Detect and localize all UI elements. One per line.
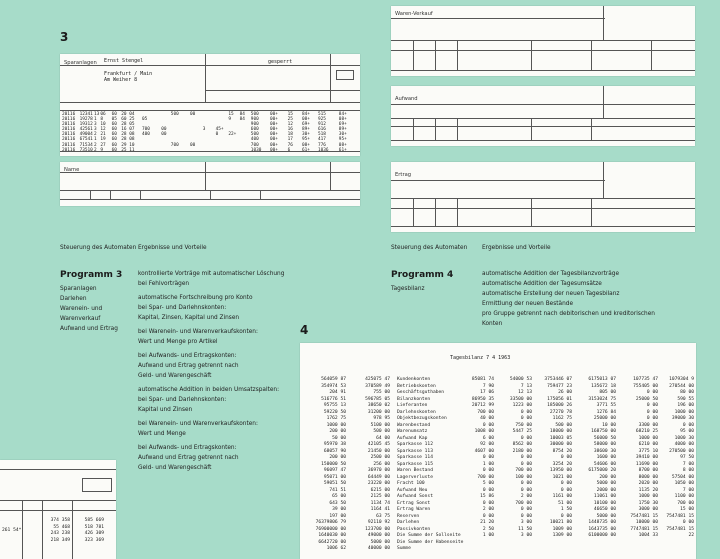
program-3-benefit-block xyxy=(138,269,308,289)
program-3-benefit-line: Aufwand und Ertrag getrennt nach xyxy=(138,363,239,369)
col-head-ergebnisse-left: Ergebnisse und Vorteile xyxy=(138,245,207,251)
ledger-cell: 12341 xyxy=(79,112,93,117)
ledger-cell: 28 xyxy=(121,122,127,128)
ledger-cell: 20116 xyxy=(62,117,76,123)
ledger-cell: 00+ xyxy=(270,117,278,123)
bilanz-header: Tagesbilanz 7 4 1963 xyxy=(450,355,511,361)
ledger-cell: 10 xyxy=(100,122,106,128)
program-4-benefit-block xyxy=(482,269,712,329)
ledger-cell: 04 xyxy=(129,112,135,117)
ledger-cell: 12 xyxy=(287,122,293,128)
account-card-blank: Name xyxy=(60,162,360,206)
program-4-benefits xyxy=(482,269,712,333)
ledger-cell: 500 xyxy=(250,132,259,138)
program-3-item: Warenein- und xyxy=(60,306,103,312)
ledger-cell: 700 xyxy=(170,142,179,148)
program-4-title: Programm 4 xyxy=(391,270,454,280)
ledger-cell: 20116 xyxy=(62,112,76,117)
ledger-cell: 08 xyxy=(129,137,135,143)
tagesbilanz-sheet xyxy=(300,343,696,559)
ledger-cell: 19312 xyxy=(79,122,93,128)
ledger-cell: 05 xyxy=(142,117,148,123)
card-label-waren: Waren-Verkauf xyxy=(395,11,433,17)
ledger-cell: 30+ xyxy=(302,132,310,138)
page-number-left: 3 xyxy=(60,30,69,44)
ledger-cell: 89+ xyxy=(302,127,310,133)
program-3-benefit-block xyxy=(138,443,308,473)
program-3-benefit-line: automatische Addition in beiden Umsatzspalten: xyxy=(138,387,280,393)
ledger-cell: 49004 xyxy=(79,132,93,138)
ledger-cell: 15 xyxy=(228,112,234,117)
ledger-cell: 67541 xyxy=(79,137,93,143)
ledger-cell: 20116 xyxy=(62,137,76,143)
ledger-cell: 10 xyxy=(129,142,135,148)
program-3-benefit-line: Geld- und Warengeschäft xyxy=(138,465,212,471)
bilanz-number-column: 3753446 07 759477 23 26 00 175056 01 185000 26 27270 78 1162 75 500 00 18000 00 10003 05 30000 00 8754 20 0 00 3254 20 13950 00 1021 00 0 00 0 00 1161 00 51 00 1 50 0 00 10021 80 1009 00 1309 00 xyxy=(544,377,572,538)
ledger-cell: 69+ xyxy=(338,122,347,128)
ledger-cell: 17 xyxy=(287,137,293,143)
ledger-cell: 19278 xyxy=(79,117,93,123)
ledger-cell: 60 xyxy=(121,117,127,123)
ledger-cell: 20116 xyxy=(62,122,76,128)
ledger-cell: 515 xyxy=(318,112,326,117)
ledger-cell: 00 xyxy=(190,112,196,117)
ledger-cell: 18 xyxy=(287,132,293,138)
ledger-cell: 400 xyxy=(142,132,150,138)
ledger-cell: 900 xyxy=(250,122,259,128)
ledger-cell: 2 xyxy=(94,142,97,148)
ledger-cell: 20116 xyxy=(62,147,76,153)
ledger-cell: 60 xyxy=(111,147,117,153)
ledger-cell: 05 xyxy=(129,122,135,128)
ledger-cell: 616 xyxy=(318,127,326,133)
ledger-cell: 08+ xyxy=(302,117,310,123)
ledger-cell: 13 xyxy=(94,112,100,117)
ledger-cell: 95+ xyxy=(338,137,347,143)
program-3-benefit-line: bei Spar- und Darlehnskonten: xyxy=(138,305,227,311)
ledger-cell: 3 xyxy=(202,127,206,133)
ledger-cell: 25 xyxy=(129,117,135,123)
ledger-cell: 776 xyxy=(318,142,326,148)
program-3-benefit-line: Wert und Menge pro Artikel xyxy=(138,339,218,345)
bilanz-number-column: 107735 47 755405 00 0 00 25000 50 0 00 0 00 0 00 3300 00 68210 25 1000 00 6210 00 3775 10 39410 00 11690 00 8700 00 8000 00 2020 00 1135 20 1000 00 1750 30 3000 00 7547481 15 10000 00 7747481 15 1004 33 xyxy=(630,377,658,538)
ledger-cell: 2 xyxy=(94,132,97,138)
ledger-cell: 42561 xyxy=(79,127,93,133)
program-4-item: Tagesbilanz xyxy=(391,286,425,292)
ledger-cell: 20 xyxy=(121,112,127,117)
small-card-sum: 261 54* xyxy=(2,528,22,533)
ledger-cell: 22+ xyxy=(228,132,237,138)
ledger-cell: 08 xyxy=(129,132,135,138)
ledger-cell: 00+ xyxy=(270,132,278,138)
ledger-cell: 1036 xyxy=(318,147,329,153)
ledger-cell: 1030 xyxy=(250,147,262,153)
ledger-cell: 05 xyxy=(111,117,117,123)
ledger-cell: 29 xyxy=(121,142,127,148)
bilanz-mid-column: 425075 47 370589 49 755 00 596785 05 38650 02 31200 00 978 95 5100 00 500 00 64 00 42105 45 21450 00 2500 00 256 00 36970 00 64449 00 23220 00 6215 00 2125 00 1134 74 1164 41 63 75 92110 92 123700 00 49000 00 5000 00 40000 00 xyxy=(365,377,390,551)
ledger-cell: 21 xyxy=(100,132,106,138)
program-3-benefits xyxy=(138,269,308,477)
ledger-cell: 27 xyxy=(100,142,106,148)
ledger-cell: 06 xyxy=(100,112,106,117)
program-3-item: Sparanlagen xyxy=(60,286,97,292)
ledger-cell: 15 xyxy=(287,112,293,117)
program-3-benefit-line: bei Aufwands- und Ertragskonten: xyxy=(138,353,237,359)
ledger-cell: 71534 xyxy=(79,142,93,148)
ledger-cell: 00+ xyxy=(270,147,278,153)
ledger-cell: 84 xyxy=(239,112,245,117)
program-3-benefit-line: bei Fehlvorträgen xyxy=(138,281,190,287)
program-4-benefit-line: pro Gruppe getrennt nach debitorischen und kreditorischen xyxy=(482,311,655,317)
ledger-cell: 60 xyxy=(111,142,117,148)
account-stamp: gesperrt xyxy=(268,59,293,65)
program-3-title: Programm 3 xyxy=(60,270,123,280)
ledger-cell: 500 xyxy=(250,112,259,117)
ledger-cell: 08+ xyxy=(338,117,347,123)
ledger-cell: 0 xyxy=(215,132,219,138)
bilanz-number-column: 6175013 07 135672 18 805 00 3153024 75 3771 55 1276 84 25000 00 10 00 168750 00 56000 50 58000 00 38600 30 1600 00 54606 00 6175000 20 200 00 5000 00 2000 00 11061 00 10100 00 46650 00 5000 00 1448735 00 1643735 00 6100000 00 xyxy=(588,377,616,538)
ledger-cell: 400 xyxy=(250,137,259,143)
program-4-benefit-line: automatische Erstellung der neuen Tagesbilanz xyxy=(482,291,620,297)
ledger-cell: 00+ xyxy=(270,112,278,117)
ledger-cell: 9 xyxy=(228,117,232,123)
program-3-benefit-line: Kapital, Zinsen, Kapital und Zinsen xyxy=(138,315,240,321)
program-3-benefit-block xyxy=(138,293,308,323)
program-3-item: Warenverkauf xyxy=(60,316,101,322)
program-4-items xyxy=(391,284,425,294)
bilanz-account-names: Kundenkonten Betriebskonten Geschäftsguthaben Bilanzkonten Lieferanten Darlehnskonten Objektbezugskonten Warenbestand Warenumsatz Aufwand Kap Sparkasse 112 Sparkasse 113 Sparkasse 114 Sparkasse 115 Waren Bestand Lagerverluste Fracht 100 Aufwand Neu Aufwand Sonst Ertrag Sonst Ertrag Waren Reserven Darlehen Passivkonten Die Summe der Sollseite Die Summe der Habenseite Summe xyxy=(397,377,464,551)
col-head-steuerung-right: Steuerung des Automaten xyxy=(391,245,468,251)
ledger-cell: 61+ xyxy=(338,147,347,153)
program-3-benefit-line: bei Warenein- und Warenverkaufskonten: xyxy=(138,329,258,335)
ledger-cell: 925 xyxy=(318,117,326,123)
ledger-cell: 700 xyxy=(250,142,259,148)
ledger-cell: 08+ xyxy=(338,142,347,148)
ledger-cell: 3 xyxy=(94,127,97,133)
ledger-cell: 900 xyxy=(250,117,259,123)
ledger-cell: 00 xyxy=(161,132,167,138)
ledger-cell: 417 xyxy=(318,137,326,143)
ledger-cell: 61+ xyxy=(302,147,310,153)
ledger-cell: 12 xyxy=(100,127,106,133)
ledger-cell: 30+ xyxy=(338,132,347,138)
program-4-benefit-line: Ermittlung der neuen Bestände xyxy=(482,301,574,307)
ledger-cell: 6 xyxy=(287,147,291,153)
ledger-cell: 76 xyxy=(287,142,293,148)
small-card-col2: 585 669 518 781 426 309 323 369 xyxy=(84,518,104,543)
ledger-cell: 00+ xyxy=(270,142,278,148)
ledger-cell: 89+ xyxy=(338,127,347,133)
ledger-cell: 518 xyxy=(318,132,326,138)
ledger-cell: 1 xyxy=(94,137,97,143)
ledger-cell: 16 xyxy=(287,127,293,133)
program-3-benefit-line: automatische Fortschreibung pro Konto xyxy=(138,295,253,301)
program-3-benefit-block xyxy=(138,385,308,415)
account-address-1: Frankfurt / Main xyxy=(104,71,153,77)
card-label-aufwand: Aufwand xyxy=(395,96,418,102)
small-card-col1: 374 358 55 468 243 238 218 349 xyxy=(50,518,70,543)
bilanz-left-column: 564059 87 354974 53 204 91 516776 51 95755 13 59220 50 1762 75 1000 00 200 00 50 00 95970 38 68057 90 200 00 150000 50 96097 47 95071 00 59051 50 741 51 65 00 643 50 39 00 197 00 76379806 79 76900000 00 1640030 00 6642720 00 1006 62 xyxy=(315,377,346,551)
bilanz-number-column: 85081 74 7 90 17 06 86950 35 20712 99 700 00 40 00 0 00 1008 00 6 00 92 00 4607 00 0 00 1 00 0 00 700 00 5 00 0 00 15 86 0 00 2 00 0 00 21 20 2 50 1 00 xyxy=(471,377,494,538)
ledger-cell: 73510 xyxy=(79,147,93,153)
page-number-right: 4 xyxy=(300,323,309,337)
program-3-item: Darlehen xyxy=(60,296,87,302)
ledger-cell: 20116 xyxy=(62,127,76,133)
col-head-steuerung-left: Steuerung des Automaten xyxy=(60,245,137,251)
ledger-cell: 45+ xyxy=(215,127,224,133)
ledger-cell: 08+ xyxy=(302,142,310,148)
ledger-cell: 20116 xyxy=(62,132,76,138)
account-card-waren xyxy=(391,6,695,76)
ledger-cell: 500 xyxy=(170,112,179,117)
ledger-cell: 00+ xyxy=(270,137,278,143)
ledger-cell: 00 xyxy=(190,142,196,148)
account-card-ertrag xyxy=(391,162,695,232)
program-3-benefit-block xyxy=(138,351,308,381)
ledger-cell: 25 xyxy=(287,117,293,123)
program-3-benefit-line: Geld- und Warengeschäft xyxy=(138,373,212,379)
small-account-card xyxy=(0,460,116,559)
program-3-benefit-line: bei Spar- und Darlehnskonten: xyxy=(138,397,227,403)
program-3-benefit-block xyxy=(138,327,308,347)
ledger-cell: 60 xyxy=(111,127,117,133)
account-card-aufwand xyxy=(391,86,695,146)
bilanz-number-column: 54000 53 7 13 12 13 33500 00 1223 00 0 00 0 00 750 00 5447 25 0 00 8562 00 2180 00 0 00 0 00 700 00 100 00 0 00 0 00 2 00 700 00 0 00 0 00 3 00 11 50 3 00 xyxy=(509,377,532,538)
program-3-item: Aufwand und Ertrag xyxy=(60,326,118,332)
program-3-items xyxy=(60,284,118,334)
program-4-benefit-line: Konten xyxy=(482,321,503,327)
ledger-cell: 8 xyxy=(100,117,104,123)
program-3-benefit-line: Wert und Menge xyxy=(138,431,186,437)
ledger-cell: 700 xyxy=(142,127,150,133)
program-4-benefit-line: automatische Addition der Tagesumsätze xyxy=(482,281,602,287)
ledger-cell: 28 xyxy=(121,132,127,138)
ledger-cell: 60 xyxy=(111,112,117,117)
ledger-row xyxy=(62,148,358,153)
program-3-benefit-line: kontrollierte Vorträge mit automatischer Löschung xyxy=(138,271,285,277)
account-card-savings: Sparanlagen Ernst Stengel Frankfurt / Main Am Weiher 8 gesperrt 20116 12341 13 06 60 20 04 500 00 15 84 500 00+ 15 84+ 515 84+ 20116 19278 1 8 05 60 25 05 9 84 900 00+ 25 08+ 925 08+ 20116 19312 3 10 60 28 05 900 00+ 12 69+ 912 69+ 20116 42561 3 12 60 16 07 700 00 3 45+ 600 00+ 16 89+ 616 89+ 20116 49004 2 21 60 28 08 400 00 0 22+ 500 00+ 18 30+ 518 30+ 20116 67541 1 19 60 28 08 400 00+ 17 95+ 417 95+ 20116 71534 2 27 60 29 10 700 00 700 00+ 76 08+ 776 08+ 20116 73510 2 9 60 25 11 1030 00+ 6 61+ 1036 61+ xyxy=(60,54,360,156)
program-3-benefit-block xyxy=(138,419,308,439)
account-address-2: Am Weiher 8 xyxy=(104,77,138,83)
card-label-ertrag: Ertrag xyxy=(395,172,412,178)
program-3-benefit-line: bei Warenein- und Warenverkaufskonten: xyxy=(138,421,258,427)
ledger-cell: 00 xyxy=(161,127,167,133)
ledger-cell: 3 xyxy=(94,122,97,128)
account-name: Ernst Stengel xyxy=(104,58,144,64)
ledger-cell: 95+ xyxy=(302,137,310,143)
ledger-cell: 00+ xyxy=(270,127,278,133)
ledger-cell: 912 xyxy=(318,122,326,128)
ledger-cell: 16 xyxy=(121,127,127,133)
ledger-cell: 84 xyxy=(239,117,245,123)
program-4-benefit-line: automatische Addition der Tagesbilanzvorträge xyxy=(482,271,620,277)
program-3-benefit-line: Kapital und Zinsen xyxy=(138,407,193,413)
ledger-cell: 19 xyxy=(100,137,106,143)
ledger-cell: 11 xyxy=(129,147,135,153)
ledger-cell: 69+ xyxy=(302,122,310,128)
ledger-cell: 1 xyxy=(94,117,97,123)
ledger-cell: 84+ xyxy=(302,112,310,117)
ledger-cell: 00+ xyxy=(270,122,278,128)
ledger-cell: 600 xyxy=(250,127,259,133)
ledger-cell: 25 xyxy=(121,147,127,153)
ledger-cell: 9 xyxy=(100,147,104,153)
program-3-benefit-line: Aufwand und Ertrag getrennt nach xyxy=(138,455,239,461)
program-3-benefit-line: bei Aufwands- und Ertragskonten: xyxy=(138,445,237,451)
ledger-cell: 07 xyxy=(129,127,135,133)
bilanz-number-column: 1079304 9 270544 00 80 00 590 55 196 00 1000 00 39000 30 0 00 95 00 1000 30 4000 00 270500 00 97 50 7 00 8 00 57504 00 1050 00 7 00 1100 00 700 00 15 00 7547481 15 0 00 7547481 15 22 xyxy=(666,377,694,538)
ledger-cell: 20116 xyxy=(62,142,76,148)
ledger-cell: 60 xyxy=(111,122,117,128)
col-head-ergebnisse-right: Ergebnisse und Vorteile xyxy=(482,245,551,251)
ledger-cell: 2 xyxy=(94,147,97,153)
ledger-cell: 28 xyxy=(121,137,127,143)
ledger-cell: 60 xyxy=(111,137,117,143)
ledger-cell: 60 xyxy=(111,132,117,138)
ledger-cell: 84+ xyxy=(338,112,347,117)
